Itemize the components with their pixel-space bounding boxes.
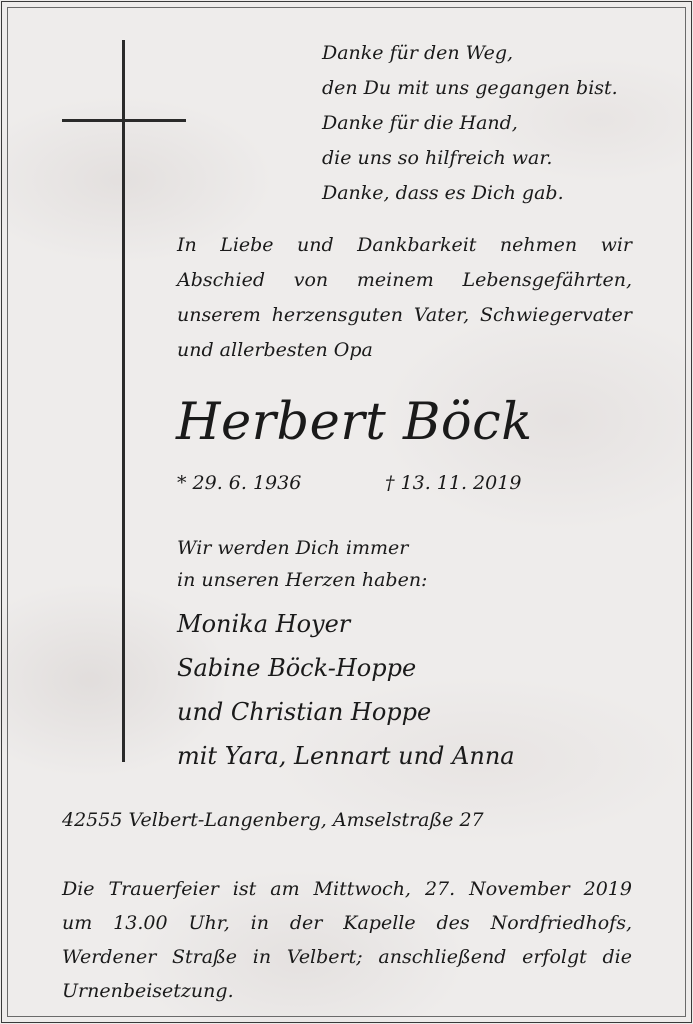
memorial-poem — [322, 36, 618, 211]
poem-line: die uns so hilfreich war. — [322, 147, 553, 169]
cross-icon-vertical-bar — [122, 40, 125, 762]
mourner-name: und Christian Hoppe — [177, 698, 432, 726]
funeral-line: Urnenbeisetzung. — [62, 980, 234, 1002]
mourner-name: Monika Hoyer — [177, 610, 351, 638]
mourner-name: Sabine Böck-Hoppe — [177, 654, 417, 682]
funeral-details — [62, 872, 632, 1008]
funeral-line: Die Trauerfeier ist am Mittwoch, 27. November 2019 — [62, 878, 632, 900]
mourners-intro-line: in unseren Herzen haben: — [177, 569, 428, 591]
mourners-intro-line: Wir werden Dich immer — [177, 537, 409, 559]
birth-date: * 29. 6. 1936 — [177, 472, 302, 494]
farewell-line: und allerbesten Opa — [177, 339, 373, 361]
deceased-name: Herbert Böck — [176, 393, 533, 452]
farewell-line: Abschied von meinem Lebensgefährten, — [177, 269, 632, 291]
funeral-line: Werdener Straße in Velbert; anschließend erfolgt die — [62, 946, 632, 968]
poem-line: Danke für den Weg, — [322, 42, 514, 64]
farewell-line: unserem herzensguten Vater, Schwiegervater — [177, 304, 632, 326]
mourners-intro — [177, 532, 427, 596]
funeral-line: um 13.00 Uhr, in der Kapelle des Nordfriedhofs, — [62, 912, 632, 934]
mourners-list — [177, 602, 515, 778]
family-address: 42555 Velbert-Langenberg, Amselstraße 27 — [62, 809, 484, 831]
poem-line: den Du mit uns gegangen bist. — [322, 77, 618, 99]
cross-icon-horizontal-bar — [62, 119, 186, 122]
death-date: † 13. 11. 2019 — [385, 472, 522, 494]
poem-line: Danke für die Hand, — [322, 112, 518, 134]
poem-line: Danke, dass es Dich gab. — [322, 182, 564, 204]
life-dates — [177, 466, 522, 501]
mourner-name: mit Yara, Lennart und Anna — [177, 742, 515, 770]
farewell-line: In Liebe und Dankbarkeit nehmen wir — [177, 234, 632, 256]
farewell-text — [177, 228, 632, 368]
